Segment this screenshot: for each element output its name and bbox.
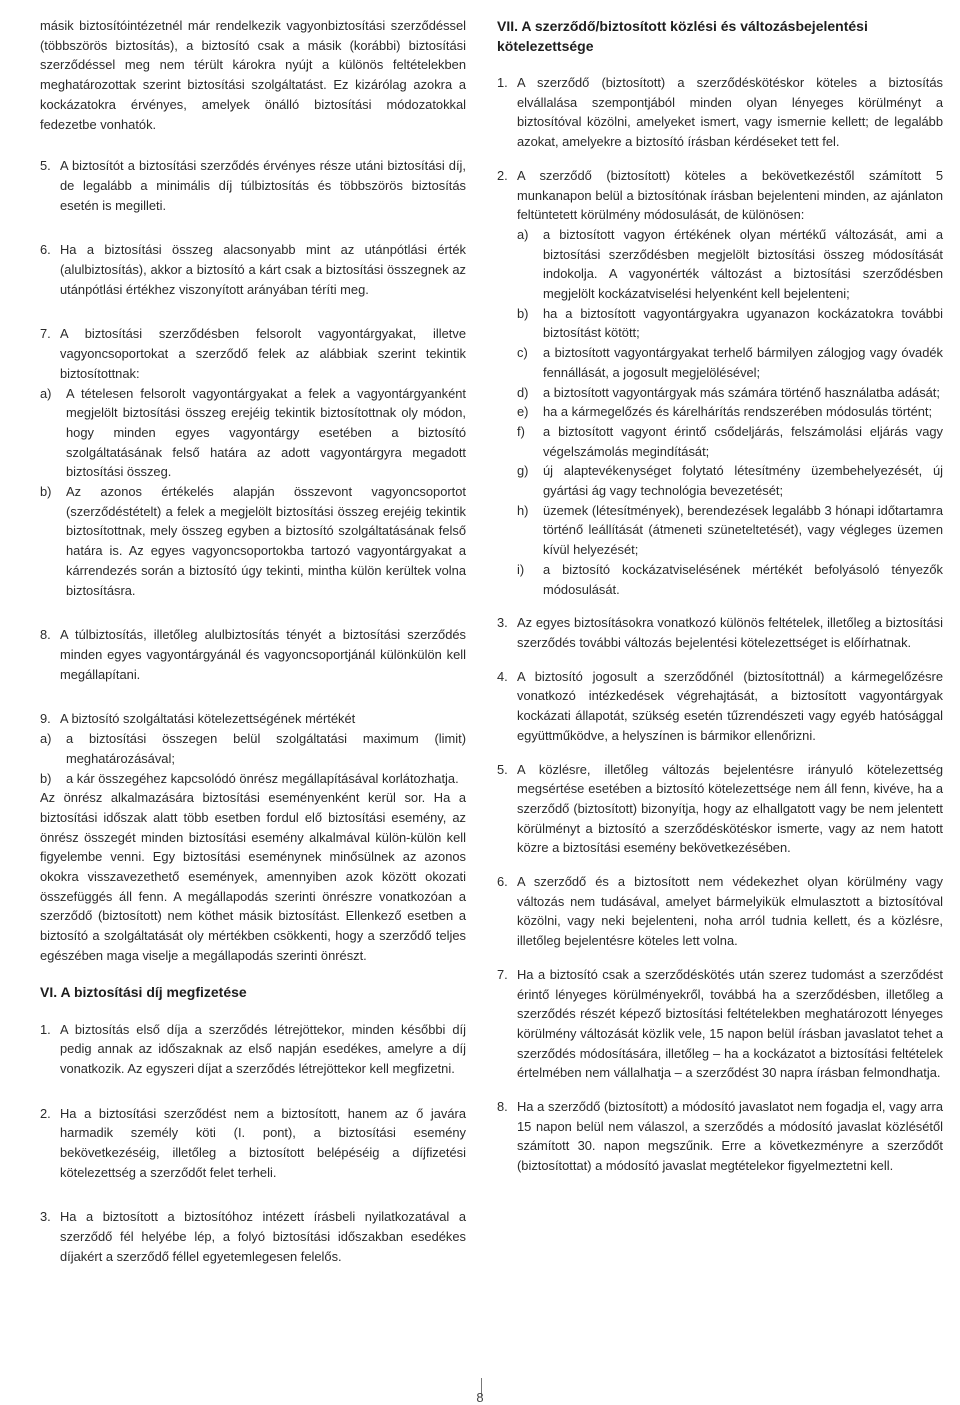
sub-label: a): [40, 385, 52, 401]
sub-label: a): [40, 731, 52, 747]
clause-9-lead: [40, 709, 466, 729]
clause-7-b: [40, 482, 466, 600]
clause-2-c: [517, 343, 943, 382]
sub-text: a biztosítási összegen belül szolgáltatási maximum (limit) meghatározásával;: [66, 731, 466, 766]
clause-text: A szerződő (biztosított) a szerződéskötéskor köteles a biztosítás elvállalása szempontjából minden olyan lényeges körülményt a biztosítóval közölni, amelyeket ismert, vagy ismernie kellett; de legalább azokat, amelyekre a biztosító írásban kérdéseket tett fel.: [517, 75, 943, 150]
clause-9: [40, 709, 466, 965]
clause-8: [40, 625, 466, 684]
sub-text: a kár összegéhez kapcsolódó önrész megállapításával korlátozhatja.: [66, 770, 459, 786]
clause-text: A szerződő (biztosított) köteles a bekövetkezéstől számított 5 munkanapon belül a biztosítónak írásban bejelenteni minden, az ajánlaton feltüntetett körülmény módosulását, de különösen:: [517, 167, 943, 223]
clause-9-b: [40, 769, 466, 789]
section-vii-clause-7: [497, 965, 943, 1083]
clause-number: 6.: [497, 874, 508, 890]
clause-9-paragraph: Az önrész alkalmazására biztosítási eseményenként kerül sor. Ha a biztosítási időszak alatt több esetben fordul elő biztosítási esemény, az önrész összegét minden biztosítási esemény alkalmával külön-külön kell figyelembe venni. Egy biztosítási eseménynek minősülnek az azonos okokra visszavezethető események, amennyiben azok között okozati összefüggés áll fenn. A megállapodás szerinti önrészre vonatkozóan a szerződő (biztosított) nem köthet másik biztosítást. Ellenkező esetben a biztosító a szolgáltatását oly mértékben csökkenti, hogy a szerződő teljes egészében maga viselje a megállapodás szerinti önrészt.: [40, 790, 466, 963]
sub-label: e): [517, 404, 529, 420]
sub-text: ha a biztosított vagyontárgyakra ugyanazon kockázatokra további biztosítást kötött;: [543, 305, 943, 341]
clause-2-a: [517, 225, 943, 304]
sub-text: ha a kármegelőzés és kárelhárítás rendszerében módosulás történt;: [543, 404, 933, 420]
clause-7: [40, 324, 466, 600]
clause-9-a: [40, 729, 466, 768]
clause-text: Ha a biztosítási szerződést nem a biztosított, hanem az ő javára harmadik személy köti (I. pont), a biztosítási esemény bekövetkezéséig, illetőleg a biztosított belépéséig a díjfizetési kötelezettség a szerződőt felet terheli.: [60, 1105, 466, 1180]
sub-label: g): [517, 463, 529, 479]
clause-text: A túlbiztosítás, illetőleg alulbiztosítás tényét a biztosítási szerződés minden egyes vagyontárgyánál és vagyoncsoportjánál különkülön kell megállapítani.: [60, 627, 466, 682]
clause-number: 3.: [40, 1209, 51, 1225]
left-column: [40, 16, 466, 1277]
intro-paragraph: másik biztosítóintézetnél már rendelkezik vagyonbiztosítási szerződéssel (többszörös biztosítás), a biztosító csak a másik (korábbi) biztosítási szerződéssel meg nem térült károkra nyújt a különös feltételekben meghatározottak szerint biztosítási szolgáltatást. Ez kizárólag azokra a kockázatokra érvényes, amelyek önálló biztosítási módozatokkal fedezetbe vonhatók.: [40, 18, 466, 132]
section-vii-clause-4: [497, 667, 943, 746]
sub-text: üzemek (létesítmények), berendezések legalább 3 hónapi időtartamra történő leállítását (átmeneti szüneteltetését), vagy végleges üzemen kívül helyezését;: [543, 502, 943, 558]
sub-text: a biztosított vagyontárgyak más számára történő használatba adását;: [543, 384, 940, 400]
clause-number: 3.: [497, 615, 508, 631]
clause-number: 8.: [40, 627, 51, 643]
sub-text: a biztosított vagyont érintő csődeljárás, felszámolási eljárás vagy végelszámolás megindítását;: [543, 423, 943, 459]
section-heading-vii: VII. A szerződő/biztosított közlési és változásbejelentési kötelezettsége: [497, 18, 868, 54]
clause-text: A biztosítót a biztosítási szerződés érvényes része utáni biztosítási díj, de legalább a minimális díj túlbiztosítás és többszörös biztosítás esetén is megilleti.: [60, 158, 466, 213]
sub-text: A tételesen felsorolt vagyontárgyakat a felek a vagyontárgyanként megjelölt biztosítási összeg erejéig tekintik biztosítottnak oly módon, hogy minden egyes vagyontárgy esetében a biztosító szolgáltatásának felső határa az adott vagyontárgyra megadott biztosítási összeg.: [66, 385, 466, 480]
clause-number: 7.: [40, 326, 51, 342]
clause-number: 6.: [40, 242, 51, 258]
section-heading-vi: VI. A biztosítási díj megfizetése: [40, 983, 247, 1000]
clause-text: A biztosító jogosult a szerződőnél (biztosítottnál) a kármegelőzésre vonatkozó intézkedések végrehajtását, a biztosított vagyontárgyak kockázati állapotát, szükség esetén tűzrendészeti vagy egyéb hatósággal együttműködve, a helyszínen is bármikor ellenőrizni.: [517, 668, 943, 743]
section-vii-clause-1: [497, 73, 943, 152]
clause-number: 8.: [497, 1099, 508, 1115]
section-vii-clause-6: [497, 872, 943, 951]
section-vii-clause-2: [497, 166, 943, 599]
clause-2-g: [517, 461, 943, 500]
clause-2-e: [517, 402, 943, 422]
sub-label: b): [40, 484, 52, 500]
clause-2-f: [517, 422, 943, 461]
sub-text: Az azonos értékelés alapján összevont vagyoncsoportot (szerződéstételt) a felek a megjelölt biztosítási összeg erejéig tekintik biztosítottnak, mely összeg egyben a biztosító szolgáltatásának felső határa is. Az egyes vagyoncsoportokba tartozó vagyontárgyakat a kárrendezés során a biztosító úgy tekinti, mintha külön kerültek volna biztosításra.: [66, 484, 466, 598]
clause-number: 2.: [497, 167, 508, 183]
clause-text: Ha a biztosítási összeg alacsonyabb mint az utánpótlási érték (alulbiztosítás), akkor a biztosító a kárt csak a biztosítási összegnek az utánpótlási értékhez viszonyított arányában téríti meg.: [60, 242, 466, 297]
clause-2-b: [517, 304, 943, 343]
clause-2-i: [517, 560, 943, 599]
clause-text: A biztosítási szerződésben felsorolt vagyontárgyakat, illetve vagyoncsoportokat a szerződő felek az alábbiak szerint tekintik biztosítottnak:: [60, 326, 466, 381]
sub-label: a): [517, 226, 529, 242]
sub-text: a biztosító kockázatviselésének mértékét befolyásoló tényezők módosulását.: [543, 561, 943, 597]
clause-number: 2.: [40, 1105, 51, 1121]
clause-text: A biztosítás első díja a szerződés létrejöttekor, minden későbbi díj pedig annak az időszaknak az első napján esedékes, amelyre a díj vonatkozik. Az egyszeri díjat a szerződés létrejöttekor kell megfizetni.: [60, 1021, 466, 1076]
clause-number: 5.: [497, 761, 508, 777]
clause-text: A közlésre, illetőleg változás bejelentésre irányuló kötelezettség megsértése esetében a biztosító kötelezettsége nem áll fenn, kivéve, ha a szerződő (biztosított) bizonyítja, hogy az elhallgatott vagy be nem jelentett körülményt a biztosító a szerződéskötéskor ismerte, vagy az nem hatott közre a biztosítási esemény bekövetkezésében.: [517, 761, 943, 856]
clause-text: A biztosító szolgáltatási kötelezettségének mértékét: [60, 711, 356, 727]
sub-text: a biztosított vagyontárgyakat terhelő bármilyen zálogjog vagy óvadék fennállását, a jogosult megjelölésével;: [543, 345, 943, 380]
clause-number: 5.: [40, 158, 51, 174]
sub-label: c): [517, 345, 528, 361]
sub-label: f): [517, 423, 525, 439]
sub-label: d): [517, 384, 529, 400]
clause-5: [40, 156, 466, 215]
sub-label: b): [517, 305, 529, 321]
section-vii-clause-5: [497, 760, 943, 859]
page-number: 8: [476, 1390, 484, 1405]
clause-text: Ha a biztosított a biztosítóhoz intézett írásbeli nyilatkozatával a szerződő fél helyébe lép, a folyó biztosítási időszakban esedékes díjakért a szerződő féllel egyetemlegesen felelős.: [60, 1209, 466, 1264]
clause-number: 4.: [497, 668, 508, 684]
sub-label: b): [40, 770, 52, 786]
sub-label: i): [517, 561, 525, 577]
clause-number: 9.: [40, 711, 51, 727]
right-column: [497, 16, 943, 1190]
clause-number: 1.: [497, 75, 508, 90]
clause-text: Az egyes biztosításokra vonatkozó különös feltételek, illetőleg a biztosítási szerződés további változás bejelentési kötelezettséget is előírhatnak.: [517, 615, 943, 650]
clause-7-lead: [40, 324, 466, 383]
clause-6: [40, 240, 466, 299]
sub-text: új alaptevékenységet folytató létesítmény üzembehelyezését, új gyártási ág vagy technológia bevezetését;: [543, 463, 943, 499]
clause-2-d: [517, 383, 943, 403]
clause-number: 1.: [40, 1021, 51, 1037]
section-vi-clause-1: [40, 1020, 466, 1079]
sub-label: h): [517, 502, 529, 518]
clause-text: Ha a szerződő (biztosított) a módosító javaslatot nem fogadja el, vagy arra 15 napon belül nem válaszol, a szerződés a módosító javaslat közlésétől számított 30. napon megszűnik. Erre a következményre a szerződőt (biztosítottat) a módosító javaslat megtételekor figyelmeztetni kell.: [517, 1099, 943, 1174]
sub-text: a biztosított vagyon értékének olyan mértékű változását, ami a biztosítási szerződésben megjelölt biztosítási összeg módosítását indokolja. A vagyonérték változást a biztosítási szerződésben megjelölt kockázatviselési helyenként kell bejelenteni;: [543, 226, 943, 302]
clause-number: 7.: [497, 966, 508, 982]
clause-text: A szerződő és a biztosított nem védekezhet olyan körülmény vagy változás nem tudásával, amelyet bármelyikük elmulasztott a biztosítóval közölni, vagy neki bejelenteni, noha arról tudnia kellett, és a közlésre, illetőleg bejelentésre köteles lett volna.: [517, 874, 943, 949]
section-vii-clause-3: [497, 613, 943, 652]
clause-2-subitems: [497, 225, 943, 599]
section-vi-clause-2: [40, 1104, 466, 1183]
section-vi-clause-3: [40, 1207, 466, 1266]
section-vii-clause-8: [497, 1097, 943, 1176]
clause-7-a: [40, 384, 466, 483]
clause-2-h: [517, 501, 943, 560]
clause-2-lead: [497, 166, 943, 225]
clause-text: Ha a biztosító csak a szerződéskötés után szerez tudomást a szerződést érintő lényeges körülményekről, továbbá ha a szerződésben, illetőleg a szerződés részét képező biztosítási feltételekben meghatározott lényeges körülmény változását közlik vele, 15 napon belül írásban javaslatot tehet a szerződés módosítására, illetőleg – ha a kockázatot a biztosítási feltételek értelmében nem vállalhatja – a szerződést 30 napra írásban felmondhatja.: [517, 966, 943, 1081]
